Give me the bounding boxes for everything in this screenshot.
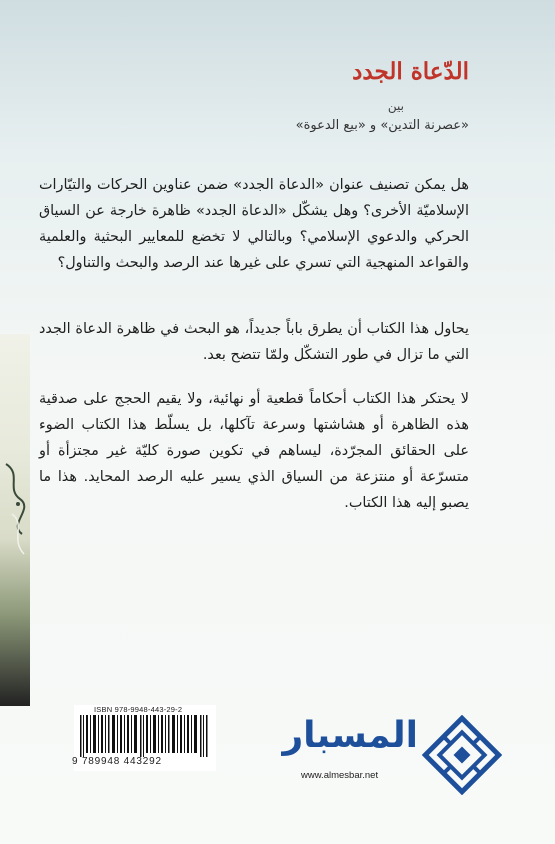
book-subtitle: «عصرنة التدين» و «بيع الدعوة» (295, 118, 469, 133)
barcode-digits: 9 789948 443292 (72, 756, 162, 767)
blurb-paragraph-3: لا يحتكر هذا الكتاب أحكاماً قطعية أو نهائية، ولا يقيم الحجج على صدقية هذه الظاهرة أو هشاشتها وسرعة تآكلها، بل يسلّط هذا الكتاب الضوء على الحقائق المجرّدة، ليساهم في تكوين صورة كليّة غير مجتزأة أو متسرّعة أو منتزعة من السياق الذي يسير عليه الرصد المحايد. هذا ما يصبو إليه هذا الكتاب. (39, 391, 469, 511)
blurb-paragraph-2: يحاول هذا الكتاب أن يطرق باباً جديداً، هو البحث في ظاهرة الدعاة الجدد التي ما تزال في طور التشكّل ولمّا تتضح بعد. (39, 321, 469, 363)
title-connector: بين (387, 99, 404, 113)
publisher-url: www.almesbar.net (301, 770, 379, 781)
front-cover-edge (0, 334, 30, 706)
publisher-name: المسبار (282, 715, 418, 756)
book-title: الدّعاة الجدد (352, 58, 469, 85)
barcode-icon (80, 715, 208, 757)
isbn-label: ISBN 978-9948-443-29-2 (94, 705, 183, 714)
publisher-logo-icon (422, 715, 502, 795)
decorative-swirl-icon (2, 454, 28, 574)
blurb-paragraph-1: هل يمكن تصنيف عنوان «الدعاة الجدد» ضمن عناوين الحركات والتيّارات الإسلاميّة الأخرى؟ وهل يشكّل «الدعاة الجدد» ظاهرة خارجة عن السياق الحركي والدعوي الإسلامي؟ وبالتالي لا تخضع للمعايير البحثية والعلمية والقواعد المنهجية التي تسري على غيرها عند الرصد والبحث والتناول؟ (39, 177, 469, 271)
